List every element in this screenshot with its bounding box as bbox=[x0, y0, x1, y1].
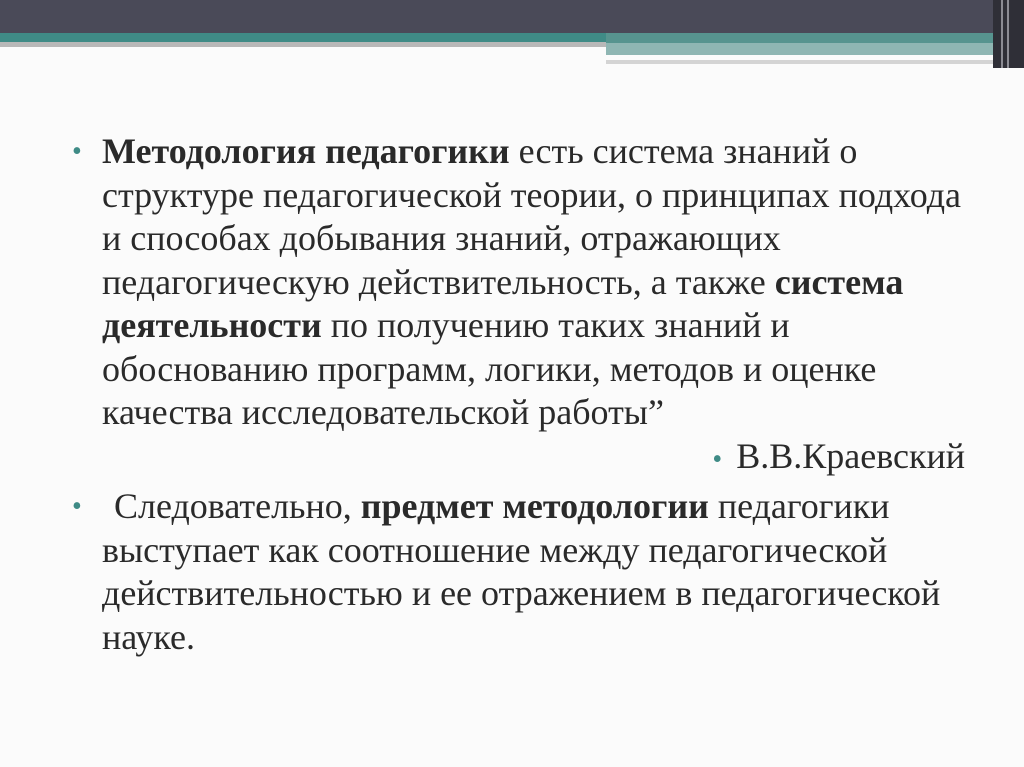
corner-stripe bbox=[1001, 0, 1003, 68]
bullet-paragraph-definition bbox=[72, 130, 972, 435]
header-band-dark bbox=[0, 0, 1024, 33]
definition-text: есть система знаний о структуре педагогической теории, о принципах подхода и способах добывания знаний, отражающих педагогическую действительность, а также bbox=[102, 131, 962, 302]
header-accent-line bbox=[606, 60, 998, 64]
bullet-icon: • bbox=[72, 136, 82, 167]
header-accent-block-inner bbox=[606, 33, 998, 43]
slide-content bbox=[72, 130, 972, 659]
author-name: В.В.Краевский bbox=[736, 435, 965, 476]
term-subject-methodology: предмет методологии bbox=[360, 486, 709, 526]
bullet-icon: • bbox=[72, 491, 82, 522]
term-methodology: Методология педагогики bbox=[102, 131, 510, 171]
bullet-paragraph-conclusion bbox=[72, 485, 972, 659]
bullet-icon: • bbox=[712, 443, 723, 475]
corner-stripe bbox=[1007, 0, 1009, 68]
definition-text-end: по получению таких знаний и обоснованию программ, логики, методов и оценке качества исследовательской работы” bbox=[102, 305, 877, 432]
conclusion-text: Следовательно, bbox=[114, 486, 361, 526]
conclusion-text-end: педагогики выступает как соотношение между педагогической действительностью и ее отражением в педагогической науке. bbox=[102, 486, 941, 657]
author-attribution bbox=[72, 435, 967, 482]
header-corner-block bbox=[993, 0, 1024, 68]
term-activity-system: система деятельности bbox=[102, 261, 904, 345]
